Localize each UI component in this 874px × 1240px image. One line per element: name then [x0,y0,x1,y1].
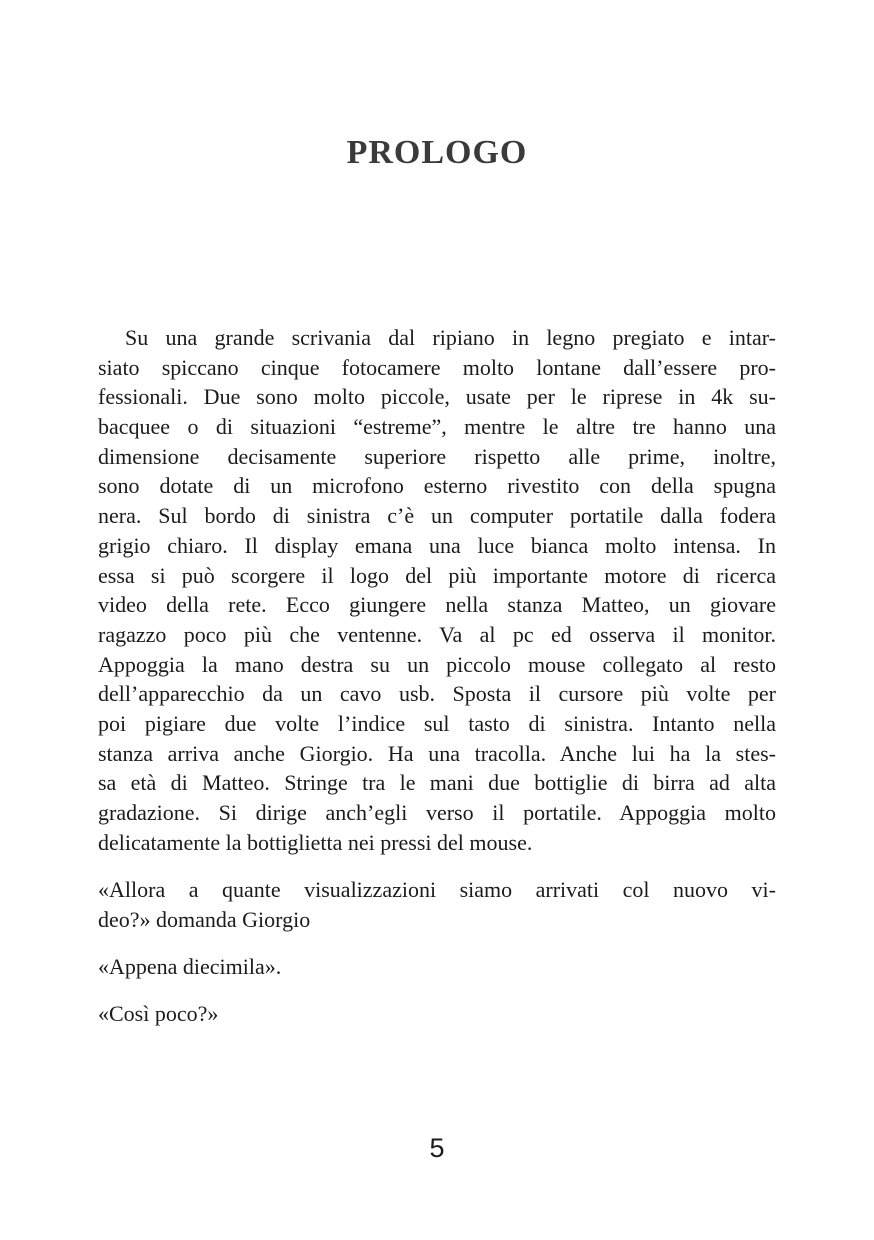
text-line: delicatamente la bottiglietta nei pressi del mouse. [98,829,533,855]
text-line: fessionali. Due sono molto piccole, usate per le riprese in 4k su- [98,384,776,410]
text-line: nera. Sul bordo di sinistra c’è un computer portatile dalla fodera [98,503,776,529]
text-line: essa si può scorgere il logo del più importante motore di ricerca [98,562,776,588]
paragraph [98,952,776,982]
text-line: bacquee o di situazioni “estreme”, mentre le altre tre hanno una [98,414,776,440]
text-line: video della rete. Ecco giungere nella stanza Matteo, un giovare [98,592,776,618]
text-line: poi pigiare due volte l’indice sul tasto di sinistra. Intanto nella [98,710,776,736]
text-line: Appoggia la mano destra su un piccolo mouse collegato al resto [98,651,776,677]
text-line: «Appena diecimila». [98,953,282,979]
paragraph [98,323,776,857]
text-line: grigio chiaro. Il display emana una luce bianca molto intensa. In [98,532,776,558]
text-line: «Così poco?» [98,1001,219,1027]
paragraph [98,875,776,934]
text-line: ragazzo poco più che ventenne. Va al pc ed osserva il monitor. [98,621,776,647]
text-line: sono dotate di un microfono esterno rivestito con della spugna [98,473,776,499]
paragraph [98,999,776,1029]
text-line: dimensione decisamente superiore rispetto alle prime, inoltre, [98,443,776,469]
text-line: siato spiccano cinque fotocamere molto lontane dall’essere pro- [98,354,776,380]
text-line: sa età di Matteo. Stringe tra le mani due bottiglie di birra ad alta [98,770,776,796]
text-line: stanza arriva anche Giorgio. Ha una tracolla. Anche lui ha la stes- [98,740,776,766]
text-line: deo?» domanda Giorgio [98,906,311,932]
text-line: «Allora a quante visualizzazioni siamo arrivati col nuovo vi- [98,876,776,902]
text-line: dell’apparecchio da un cavo usb. Sposta il cursore più volte per [98,681,776,707]
body-text [98,323,776,1029]
text-line: Su una grande scrivania dal ripiano in legno pregiato e intar- [125,325,776,350]
text-line: gradazione. Si dirige anch’egli verso il portatile. Appoggia molto [98,800,776,825]
page-number: 5 [429,1133,445,1163]
chapter-title: PROLOGO [346,134,528,171]
